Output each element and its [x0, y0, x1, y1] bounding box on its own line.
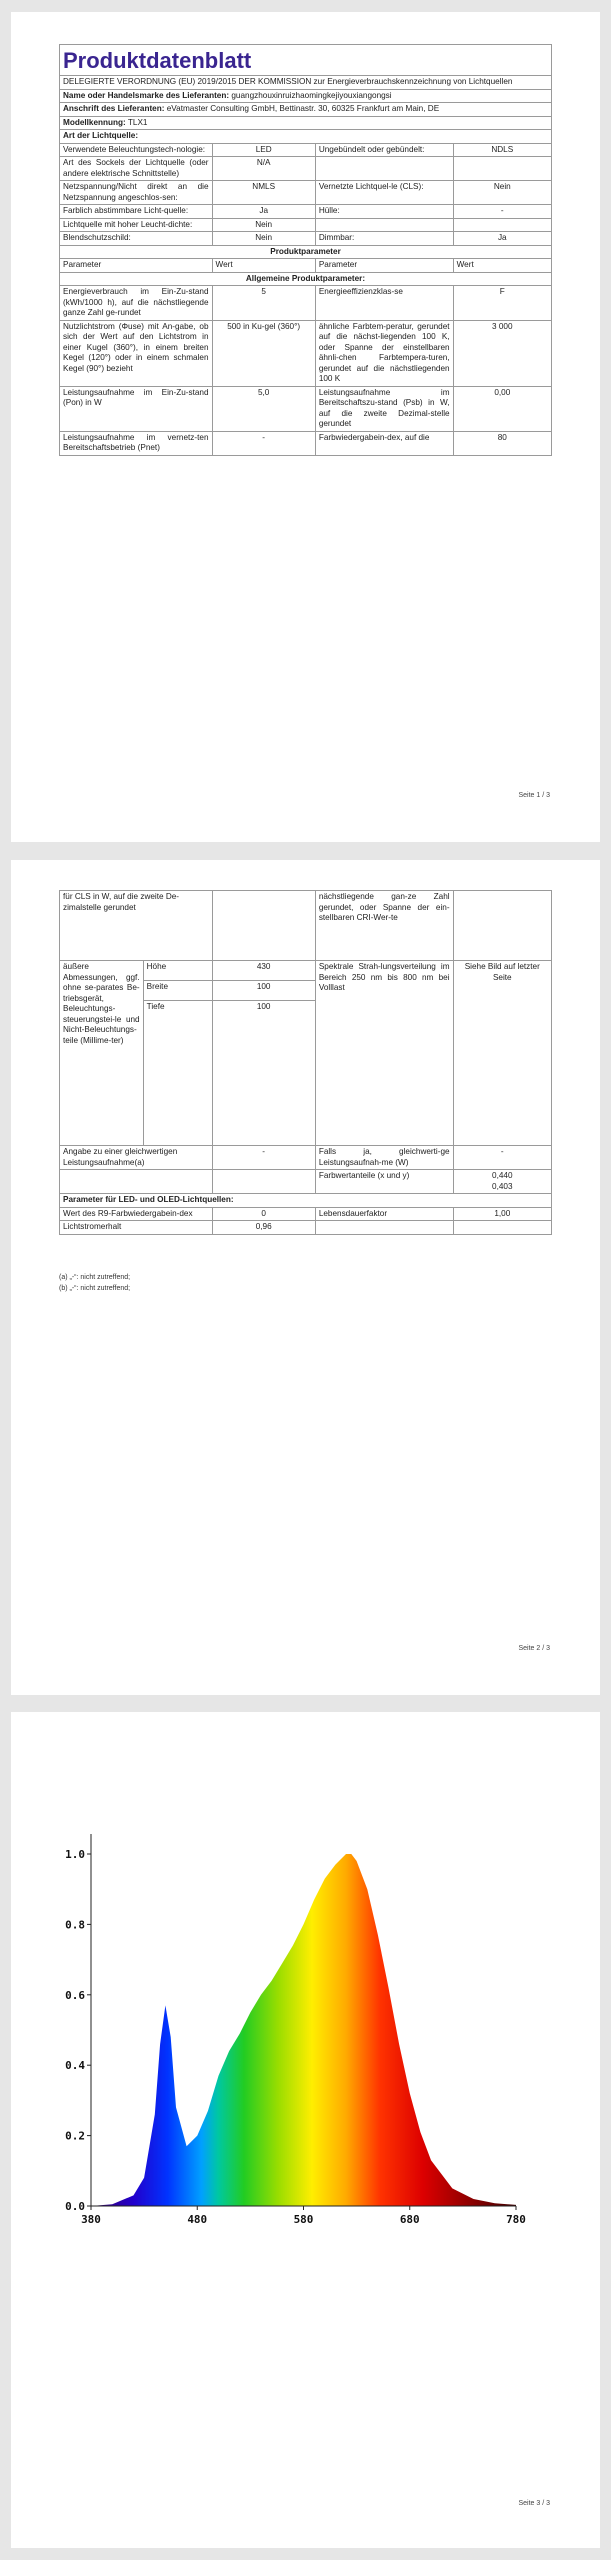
energy-value: 5	[212, 286, 315, 321]
row-label: Netzspannung/Nicht direkt an die Netzspannung angeschlos-sen:	[60, 181, 213, 205]
footnote-a: (a) „-“: nicht zutreffend;	[59, 1274, 131, 1281]
row-value: Ja	[212, 205, 315, 219]
doc-title: Produktdatenblatt	[60, 45, 552, 76]
chroma-value: 0,440 0,403	[453, 1170, 551, 1194]
supplier-name: guangzhouxinruizhaomingkejiyouxiangongsi	[231, 90, 392, 100]
row-label: Lichtquelle mit hoher Leucht-dichte:	[60, 218, 213, 232]
row-value: Nein	[212, 232, 315, 246]
y-tick-label: 0.2	[65, 2129, 85, 2143]
column-header: Parameter	[315, 259, 453, 273]
flux-label: Nutzlichtstrom (Φuse) mit An-gabe, ob sich der Wert auf den Lichtstrom in einer Kugel (360°), in einem breiten Kegel (120°) oder in einem schmalen Kegel (90°) bezieht	[60, 320, 213, 386]
flux-value: 500 in Ku-gel (360°)	[212, 320, 315, 386]
row-label: Ungebündelt oder gebündelt:	[315, 143, 453, 157]
y-tick-label: 0.4	[65, 2059, 85, 2073]
column-header: Wert	[453, 259, 551, 273]
table-row	[60, 1146, 552, 1170]
row-value: Nein	[453, 181, 551, 205]
row-label	[315, 157, 453, 181]
table-row	[60, 157, 552, 181]
pnet-label-cont: für CLS in W, auf die zweite De-zimalstelle gerundet	[60, 891, 213, 961]
cri-label-cont: nächstliegende gan-ze Zahl gerundet, oder Spanne der ein-stellbaren CRI-Wer-te	[315, 891, 453, 961]
psb-value: 0,00	[453, 386, 551, 431]
y-tick-label: 0.0	[65, 2200, 85, 2213]
page-number: Seite 3 / 3	[518, 2500, 550, 2507]
product-params-heading: Produktparameter	[60, 245, 552, 259]
row-value: LED	[212, 143, 315, 157]
led-params-heading: Parameter für LED- und OLED-Lichtquellen:	[60, 1194, 552, 1208]
column-header-row	[60, 259, 552, 273]
row-value: Ja	[453, 232, 551, 246]
cri-label: Farbwiedergabein-dex, auf die	[315, 431, 453, 455]
dim-name: Tiefe	[143, 1001, 212, 1146]
continued-table	[59, 890, 552, 1235]
row-value: NDLS	[453, 143, 551, 157]
row-label	[315, 218, 453, 232]
page-3	[11, 1712, 600, 2548]
header-table	[59, 44, 552, 144]
equiv-label: Angabe zu einer gleichwertigen Leistungsaufnahme(a)	[60, 1146, 213, 1170]
supplier-address-label: Anschrift des Lieferanten:	[63, 104, 165, 113]
page-number: Seite 1 / 3	[518, 792, 550, 799]
row-value: NMLS	[212, 181, 315, 205]
table-row	[60, 961, 552, 981]
column-header: Parameter	[60, 259, 213, 273]
supplier-address: eVatmaster Consulting GmbH, Bettinastr. 30, 60325 Frankfurt am Main, DE	[166, 104, 440, 113]
cct-label: ähnliche Farbtem-peratur, gerundet auf die nächst-liegenden 100 K, oder Spanne der einstellbaren ähnli-chen Farbtempera-turen, gerundet auf die nächstliegenden 100 K	[315, 320, 453, 386]
spectrum-svg	[61, 1794, 541, 2244]
y-tick-label: 0.6	[65, 1988, 85, 2002]
table-row	[60, 181, 552, 205]
light-source-type-heading: Art der Lichtquelle:	[60, 130, 552, 144]
row-label: Dimmbar:	[315, 232, 453, 246]
chroma-label: Farbwertanteile (x und y)	[315, 1170, 453, 1194]
pnet-label: Leistungsaufnahme im vernetz-ten Bereitschaftsbetrieb (Pnet)	[60, 431, 213, 455]
eec-label: Energieeffizienzklas-se	[315, 286, 453, 321]
y-tick-label: 0.8	[65, 1918, 85, 1932]
table-row	[60, 1221, 552, 1235]
model-row	[60, 116, 552, 130]
table-row	[60, 320, 552, 386]
table-row	[60, 386, 552, 431]
r9-value: 0	[212, 1207, 315, 1221]
equiv2-label: Falls ja, gleichwerti-ge Leistungsaufnah-me (W)	[315, 1146, 453, 1170]
row-value: Nein	[212, 218, 315, 232]
spectrum-area	[91, 1854, 516, 2206]
r9-label: Wert des R9-Farbwiedergabein-dex	[60, 1207, 213, 1221]
table-row	[60, 205, 552, 219]
lifetime-label: Lebensdauerfaktor	[315, 1207, 453, 1221]
table-row	[60, 232, 552, 246]
page-2	[11, 860, 600, 1695]
row-label: Vernetzte Lichtquel-le (CLS):	[315, 181, 453, 205]
row-label: Blendschutzschild:	[60, 232, 213, 246]
cct-value: 3 000	[453, 320, 551, 386]
lifetime-value: 1,00	[453, 1207, 551, 1221]
supplier-address-row	[60, 103, 552, 117]
regulation-text: DELEGIERTE VERORDNUNG (EU) 2019/2015 DER KOMMISSION zur Energieverbrauchskennzeichnung von Lichtquellen	[60, 76, 552, 90]
table-row	[60, 286, 552, 321]
column-header: Wert	[212, 259, 315, 273]
x-tick-label: 480	[187, 2213, 208, 2226]
light-source-table	[59, 143, 552, 456]
spd-value: Siehe Bild auf letzter Seite	[453, 961, 551, 1146]
equiv2-value: -	[453, 1146, 551, 1170]
x-tick-label: 680	[399, 2213, 420, 2226]
table-row	[60, 431, 552, 455]
row-label: Hülle:	[315, 205, 453, 219]
product-data-sheet	[59, 44, 552, 456]
spd-label: Spektrale Strah-lungsverteilung im Bereich 250 nm bis 800 nm bei Volllast	[315, 961, 453, 1146]
footnotes	[59, 1272, 130, 1294]
page-1	[11, 12, 600, 842]
eec-value: F	[453, 286, 551, 321]
dim-value: 100	[212, 981, 315, 1001]
dim-name: Höhe	[143, 961, 212, 981]
maint-value: 0,96	[212, 1221, 315, 1235]
table-row	[60, 218, 552, 232]
row-label: Verwendete Beleuchtungstech-nologie:	[60, 143, 213, 157]
pon-value: 5,0	[212, 386, 315, 431]
psb-label: Leistungsaufnahme im Bereitschaftszu-stand (Psb) in W, auf die zweite Dezimal-stelle gerundet	[315, 386, 453, 431]
model-value: TLX1	[127, 117, 148, 127]
spectral-distribution-chart	[61, 1794, 541, 2244]
row-value	[453, 157, 551, 181]
row-label: Art des Sockels der Lichtquelle (oder andere elektrische Schnittstelle)	[60, 157, 213, 181]
energy-label: Energieverbrauch im Ein-Zu-stand (kWh/1000 h), auf die nächstliegende ganze Zahl ge-rundet	[60, 286, 213, 321]
table-row	[60, 1207, 552, 1221]
row-value	[453, 218, 551, 232]
cri-value: 80	[453, 431, 551, 455]
dims-label: äußere Abmessungen, ggf. ohne se-parates Be-triebsgerät, Beleuchtungs-steuerungstei-le und Nicht-Beleuchtungs-teile (Millime-ter)	[60, 961, 144, 1146]
dim-name: Breite	[143, 981, 212, 1001]
supplier-name-label: Name oder Handelsmarke des Lieferanten:	[63, 90, 230, 100]
x-tick-label: 380	[81, 2213, 101, 2226]
general-params-heading: Allgemeine Produktparameter:	[60, 272, 552, 286]
product-data-sheet-continued	[59, 890, 552, 1235]
y-tick-label: 1.0	[65, 1848, 85, 1861]
dim-value: 430	[212, 961, 315, 981]
row-label: Farblich abstimmbare Licht-quelle:	[60, 205, 213, 219]
maint-label: Lichtstromerhalt	[60, 1221, 213, 1235]
footnote-b: (b) „-“: nicht zutreffend;	[59, 1285, 131, 1292]
x-tick-label: 580	[293, 2213, 314, 2226]
table-row	[60, 891, 552, 961]
row-value: N/A	[212, 157, 315, 181]
pon-label: Leistungsaufnahme im Ein-Zu-stand (Pon) in W	[60, 386, 213, 431]
equiv-value: -	[212, 1146, 315, 1170]
table-row	[60, 143, 552, 157]
pnet-value: -	[212, 431, 315, 455]
table-row	[60, 1170, 552, 1194]
model-label: Modellkennung:	[63, 117, 126, 127]
dim-value: 100	[212, 1001, 315, 1146]
x-tick-label: 780	[506, 2213, 526, 2226]
supplier-name-row	[60, 89, 552, 103]
page-number: Seite 2 / 3	[518, 1645, 550, 1652]
row-value: -	[453, 205, 551, 219]
